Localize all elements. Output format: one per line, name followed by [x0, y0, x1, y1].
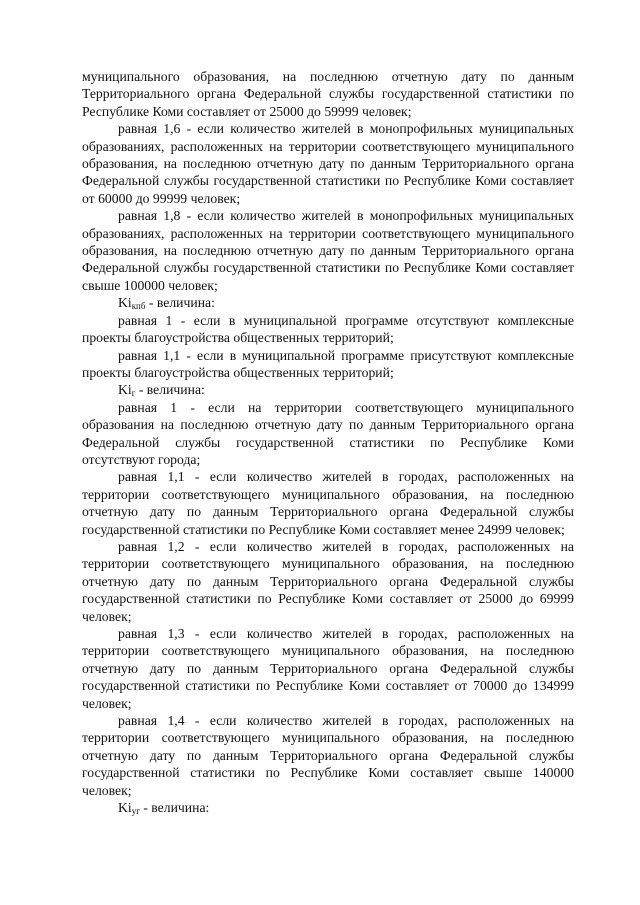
coefficient-subscript: кпб [131, 301, 146, 312]
coefficient-g-heading [82, 381, 574, 398]
paragraph-3: равная 1,8 - если количество жителей в монопрофильных муниципальных образованиях, расположенных на территории соответствующего муниципального образования, на последнюю отчетную дату по данным Территориального органа Федеральной службы государственной статистики по Республике Коми составляет свыше 100000 человек; [82, 208, 574, 293]
coefficient-label: - величина: [145, 295, 215, 311]
paragraph-2: равная 1,6 - если количество жителей в монопрофильных муниципальных образованиях, расположенных на территории соответствующего муниципального образования, на последнюю отчетную дату по данным Территориального органа Федеральной службы государственной статистики по Республике Коми составляет от 60000 до 99999 человек; [82, 121, 574, 206]
coefficient-ug-heading [82, 799, 574, 816]
coefficient-label: - величина: [135, 382, 205, 398]
paragraph-5: равная 1 - если в муниципальной программе отсутствуют комплексные проекты благоустройства общественных территорий; [82, 312, 574, 346]
paragraph-6: равная 1,1 - если в муниципальной программе присутствуют комплексные проекты благоустройства общественных территорий; [82, 347, 574, 380]
coefficient-label: - величина: [139, 800, 210, 816]
paragraph-8: равная 1 - если на территории соответствующего муниципального образования на последнюю отчетную дату по данным Территориального органа Федеральной службы государственной статистики по Республике Коми отсутствуют города; [82, 399, 574, 467]
paragraph-12: равная 1,4 - если количество жителей в городах, расположенных на территории соответствующего муниципального образования, на последнюю отчетную дату по данным Территориального органа Федеральной службы государственной статистики по Республике Коми составляет свыше 140000 человек; [82, 713, 574, 798]
coefficient-subscript: уг [131, 806, 140, 817]
paragraph-11: равная 1,3 - если количество жителей в городах, расположенных на территории соответствующего муниципального образования, на последнюю отчетную дату по данным Территориального органа Федеральной службы государственной статистики по Республике Коми составляет от 70000 до 134999 человек; [82, 626, 574, 711]
paragraph-9: равная 1,1 - если количество жителей в городах, расположенных на территории соответствующего муниципального образования, на последнюю отчетную дату по данным Территориального органа Федеральной службы государственной статистики по Республике Коми составляет менее 24999 человек; [82, 469, 574, 537]
coefficient-symbol: Ki [118, 382, 132, 398]
paragraph-1: муниципального образования, на последнюю отчетную дату по данным Территориального органа Федеральной службы государственной статистики по Республике Коми составляет от 25000 до 59999 человек; [82, 69, 574, 119]
coefficient-subscript: г [131, 388, 136, 399]
coefficient-kpb-heading [82, 294, 574, 311]
paragraph-10: равная 1,2 - если количество жителей в городах, расположенных на территории соответствующего муниципального образования, на последнюю отчетную дату по данным Территориального органа Федеральной службы государственной статистики по Республике Коми составляет от 25000 до 69999 человек; [82, 538, 574, 624]
coefficient-symbol: Ki [118, 800, 132, 816]
coefficient-symbol: Ki [118, 295, 132, 311]
